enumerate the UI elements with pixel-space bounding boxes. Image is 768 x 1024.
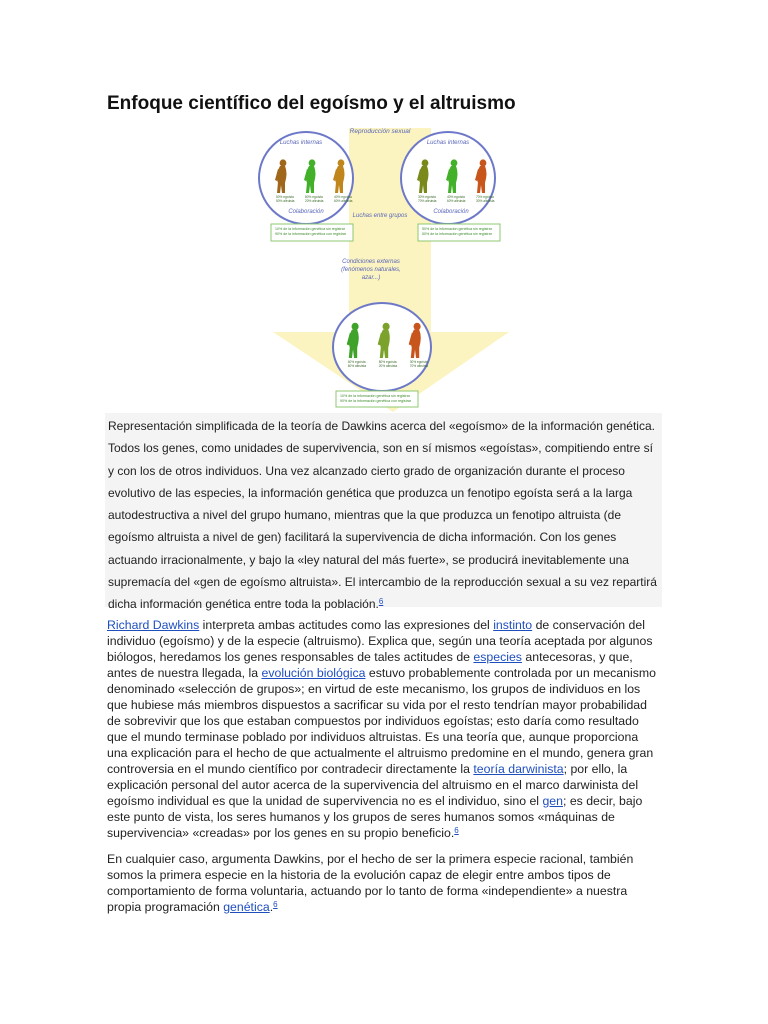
label-luchas-right: Luchas internas bbox=[426, 140, 470, 146]
paragraph-1-ref[interactable] bbox=[454, 826, 458, 835]
figure-percent-caption: 80% egoísta 20% altruista bbox=[305, 195, 324, 203]
figure-percent-caption: 70% egoísta 30% altruista bbox=[476, 195, 495, 203]
diagram-svg bbox=[241, 120, 662, 413]
paragraph-1-ref-link[interactable]: 6 bbox=[454, 826, 459, 835]
link-especies[interactable]: especies bbox=[473, 650, 522, 664]
paragraph-2-ref-link[interactable]: 6 bbox=[273, 900, 278, 909]
paragraph-1-text-4: estuvo probablemente controlada por un mecanismo denominado «selección de grupos»; en virtud de este mecanismo, los grupos de individuos en los que hubiese más miembros dispuestos a sacrificar su vida por el resto tendrían mayor probabilidad de sobrevivir que los que estaban compuestos por individuos egoístas; esto daría como resultado que el mundo terminase poblado por individuos altruistas. Es una teoría que, aunque proporciona una explicación para el hecho de que actualmente el altruismo predomine en el mundo, genera gran controversia en el mundo científico por contradecir directamente la bbox=[107, 666, 656, 776]
paragraph-1-text-1: interpreta ambas actitudes como las expresiones del bbox=[199, 618, 494, 632]
paragraph-1-text-6: ; es decir, bajo este punto de vista, los seres humanos y los grupos de seres humanos somos «máquinas de supervivencia» «creadas» por los genes en su propio beneficio. bbox=[107, 794, 643, 840]
bottom-info-box-text: 10% de la información genética sin registrar 90% de la información genética con registrar bbox=[340, 394, 412, 403]
figure-percent-caption: 40% egoísta 60% altruista bbox=[334, 195, 353, 203]
link-teoria-darwinista[interactable]: teoría darwinista bbox=[473, 762, 564, 776]
figure-caption bbox=[105, 413, 662, 616]
link-evolucion-biologica[interactable]: evolución biológica bbox=[261, 666, 366, 680]
caption-ref[interactable] bbox=[379, 597, 383, 606]
left-info-box-text: 10% de la información genética sin registrar 90% de la información genética con registrar bbox=[275, 227, 347, 236]
figure-percent-caption: 40% egoísta 60% altruista bbox=[447, 195, 466, 203]
link-instinto[interactable]: instinto bbox=[493, 618, 533, 632]
paragraph-1-text-3: antecesoras, y que, antes de nuestra llegada, la bbox=[107, 650, 633, 680]
figure-caption-box bbox=[105, 413, 662, 612]
page-title: Enfoque científico del egoísmo y el altruismo bbox=[107, 93, 516, 114]
figure-percent-caption: 30% egoísta 70% altruista bbox=[418, 195, 437, 203]
label-colab-left: Colaboración bbox=[288, 209, 324, 215]
link-genetica[interactable]: genética bbox=[223, 900, 270, 914]
paragraph-2-text-1: En cualquier caso, argumenta Dawkins, por el hecho de ser la primera especie racional, también somos la primera especie en la historia de la evolución capaz de elegir entre ambos tipos de comportamiento de forma voluntaria, actuando por lo tanto de forma «independiente» a nuestra propia programación bbox=[107, 852, 634, 914]
paragraph-2 bbox=[107, 851, 659, 915]
paragraph-1 bbox=[107, 617, 659, 841]
paragraph-2-text-2: . bbox=[269, 900, 274, 914]
link-richard-dawkins[interactable]: Richard Dawkins bbox=[107, 618, 200, 632]
caption-text: Representación simplificada de la teoría de Dawkins acerca del «egoísmo» de la información genética. Todos los genes, como unidades de supervivencia, son en sí mismos «egoístas», compitiendo entre sí y con los de otros individuos. Una vez alcanzado cierto grado de organización durante el proceso evolutivo de las especies, la información genética que produzca un fenotipo egoísta será a la larga autodestructiva a nivel del grupo humano, mientras que la que produzca un fenotipo altruista (de egoísmo altruista a nivel de gen) facilitará la supervivencia de dicha información. Con los genes actuando irracionalmente, y bajo la «ley natural del más fuerte», se producirá inevitablemente una supremacía del «gen de egoísmo altruista». El intercambio de la reproducción sexual a su vez repartirá dicha información genética entre toda la población. bbox=[108, 419, 657, 612]
figure-percent-caption: 30% egoísta 70% altruista bbox=[409, 360, 429, 368]
paragraph-1-text-2: de conservación del individuo (egoísmo) y de la especie (altruismo). Explica que, según una teoría aceptada por algunos biólogos, heredamos los genes responsables de tales actitudes de bbox=[107, 618, 653, 664]
label-reproduccion: Reproducción sexual bbox=[349, 128, 411, 135]
link-gen[interactable]: gen bbox=[542, 794, 563, 808]
paragraph-1-text-5: ; por ello, la explicación personal del autor acerca de la supervivencia del altruismo en el marco darwinista del egoísmo individual es que la unidad de supervivencia no es el individuo, sino el bbox=[107, 762, 639, 808]
label-colab-right: Colaboración bbox=[433, 209, 469, 215]
label-condiciones-externas: Condiciones externas (fenómenos naturales, azar...) bbox=[341, 259, 401, 281]
figure-percent-caption: 50% egoísta 50% altruista bbox=[276, 195, 295, 203]
label-luchas-grupos: Luchas entre grupos bbox=[352, 213, 408, 219]
caption-ref-link[interactable]: 6 bbox=[378, 597, 384, 607]
paragraph-2-ref[interactable] bbox=[273, 900, 277, 909]
article-body bbox=[107, 617, 659, 925]
dawkins-theory-diagram bbox=[241, 120, 662, 413]
right-info-box-text: 50% de la información genética sin registrar 50% de la información genética sin registrar bbox=[422, 227, 492, 236]
figure-percent-caption: 80% egoísta 20% altruista bbox=[378, 360, 398, 368]
label-luchas-left: Luchas internas bbox=[279, 140, 323, 146]
figure-percent-caption: 40% egoísta 60% altruista bbox=[347, 360, 367, 368]
